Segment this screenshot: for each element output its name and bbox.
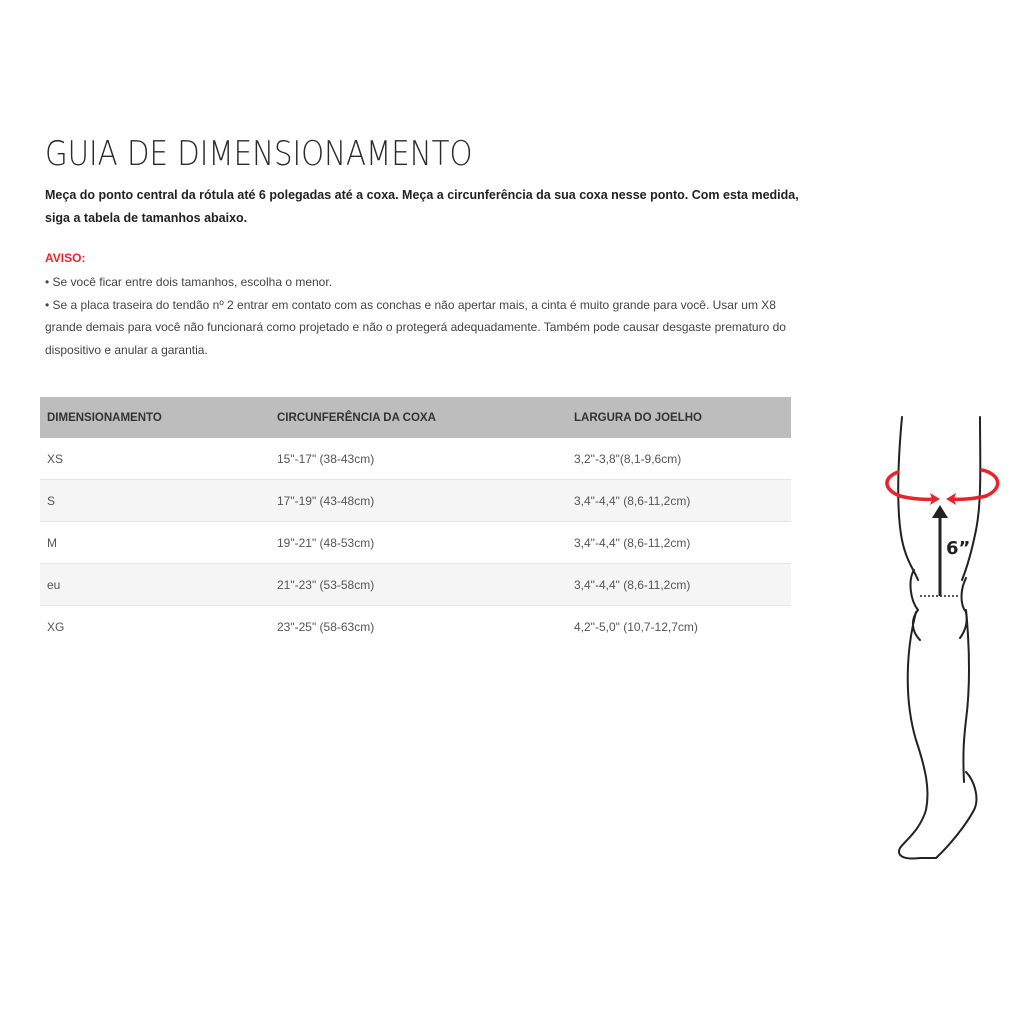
cell-size: M — [40, 522, 270, 564]
table-row — [40, 564, 791, 606]
table-row — [40, 480, 791, 522]
intro-text: Meça do ponto central da rótula até 6 polegadas até a coxa. Meça a circunferência da sua coxa nesse ponto. Com esta medida, siga a tabela de tamanhos abaixo. — [45, 188, 799, 225]
cell-thigh: 19"-21" (48-53cm) — [270, 522, 567, 564]
cell-thigh: 21"-23" (53-58cm) — [270, 564, 567, 606]
cell-size: XS — [40, 438, 270, 480]
cell-size: S — [40, 480, 270, 522]
header-thigh: CIRCUNFERÊNCIA DA COXA — [270, 397, 567, 438]
cell-knee: 3,4"-4,4" (8,6-11,2cm) — [567, 564, 791, 606]
measure-arrowhead — [932, 505, 948, 518]
circumference-front-right — [951, 496, 986, 499]
measure-label: 6” — [946, 538, 971, 559]
warning-item: • Se a placa traseira do tendão nº 2 entrar em contato com as conchas e não apertar mais, a cinta é muito grande para você. Usar um X8 grande demais para você não funcionará como projetado e não o protegerá adequadamente. Também pode causar desgaste prematuro do dispositivo e anular a garantia. — [45, 297, 786, 357]
leg-measurement-icon — [870, 400, 1020, 870]
cell-knee: 3,2"-3,8"(8,1-9,6cm) — [567, 438, 791, 480]
circumference-front-left — [900, 496, 935, 499]
table-header-row — [40, 397, 791, 438]
page-title: GUIA DE DIMENSIONAMENTO — [45, 134, 473, 174]
table-row — [40, 522, 791, 564]
circumference-back-right — [982, 470, 998, 496]
shin-right — [963, 610, 969, 782]
cell-knee: 4,2"-5,0" (10,7-12,7cm) — [574, 619, 698, 634]
table-row — [40, 606, 791, 648]
cell-knee: 3,4"-4,4" (8,6-11,2cm) — [567, 522, 791, 564]
warning-item: • Se você ficar entre dois tamanhos, escolha o menor. — [45, 275, 333, 289]
warning-list — [45, 271, 805, 361]
warning-label: AVISO: — [45, 251, 86, 265]
cell-knee: 3,4"-4,4" (8,6-11,2cm) — [567, 480, 791, 522]
cell-size: eu — [40, 564, 270, 606]
knee-right — [962, 578, 967, 612]
cell-size: XG — [47, 619, 65, 634]
header-size: DIMENSIONAMENTO — [40, 397, 270, 438]
table-row — [40, 438, 791, 480]
cell-thigh: 17"-19" (43-48cm) — [270, 480, 567, 522]
header-knee: LARGURA DO JOELHO — [567, 397, 791, 438]
size-table — [40, 397, 791, 647]
cell-thigh: 23"-25" (58-63cm) — [277, 619, 375, 634]
circumference-arrowheads — [930, 493, 956, 505]
cell-thigh: 15"-17" (38-43cm) — [270, 438, 567, 480]
